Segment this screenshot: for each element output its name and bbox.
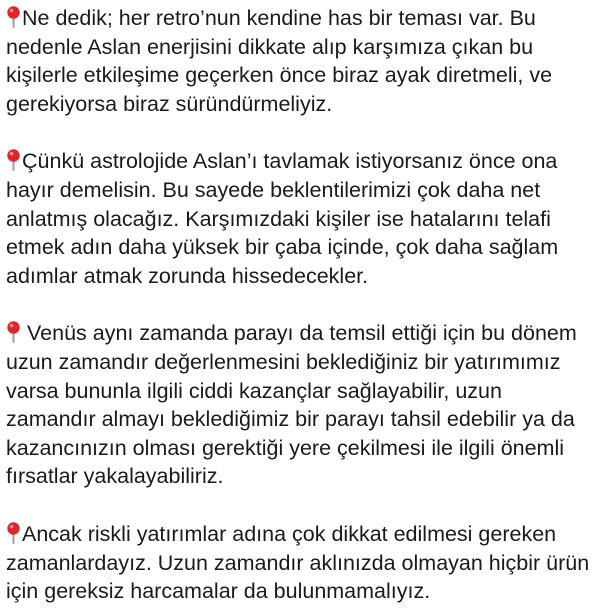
paragraph-text: Çünkü astrolojide Aslan’ı tavlamak istiyorsanız önce ona hayır demelisin. Bu sayede beklentilerimizi çok daha net anlatmış olacağız. Karşımızdaki kişiler ise hatalarını telafi etmek adın daha yüksek bir çaba içinde, çok daha sağlam adımlar atmak zorunda hissedecekler. bbox=[6, 149, 559, 288]
paragraph-text: Venüs aynı zamanda parayı da temsil ettiği için bu dönem uzun zamandır değerlenmesini beklediğiniz bir yatırımımız varsa bununla ilgili ciddi kazançlar sağlayabilir, uzun zamandır almayı beklediğimiz bir parayı tahsil edebilir ya da kazancınızın olması gerektiği yere çekilmesi ile ilgili önemli fırsatlar yakalayabiliriz. bbox=[6, 321, 577, 489]
paragraph-2 bbox=[6, 147, 596, 290]
paragraph-text: Ancak riskli yatırımlar adına çok dikkat edilmesi gereken zamanlardayız. Uzun zamandır aklınızda olmayan hiçbir ürün için gereksiz harcamalar da bulunmamalıyız. bbox=[6, 521, 590, 604]
round-pushpin-icon bbox=[6, 6, 21, 28]
round-pushpin-icon bbox=[6, 321, 21, 343]
paragraph-4 bbox=[6, 520, 596, 606]
paragraph-1 bbox=[6, 4, 596, 118]
round-pushpin-icon bbox=[6, 522, 21, 544]
paragraph-text: Ne dedik; her retro’nun kendine has bir teması var. Bu nedenle Aslan enerjisini dikkate alıp karşımıza çıkan bu kişilerle etkileşime geçerken önce biraz ayak diretmeli, ve gerekiyorsa biraz süründürmeliyiz. bbox=[6, 6, 553, 116]
paragraph-3 bbox=[6, 319, 596, 491]
round-pushpin-icon bbox=[6, 149, 21, 171]
